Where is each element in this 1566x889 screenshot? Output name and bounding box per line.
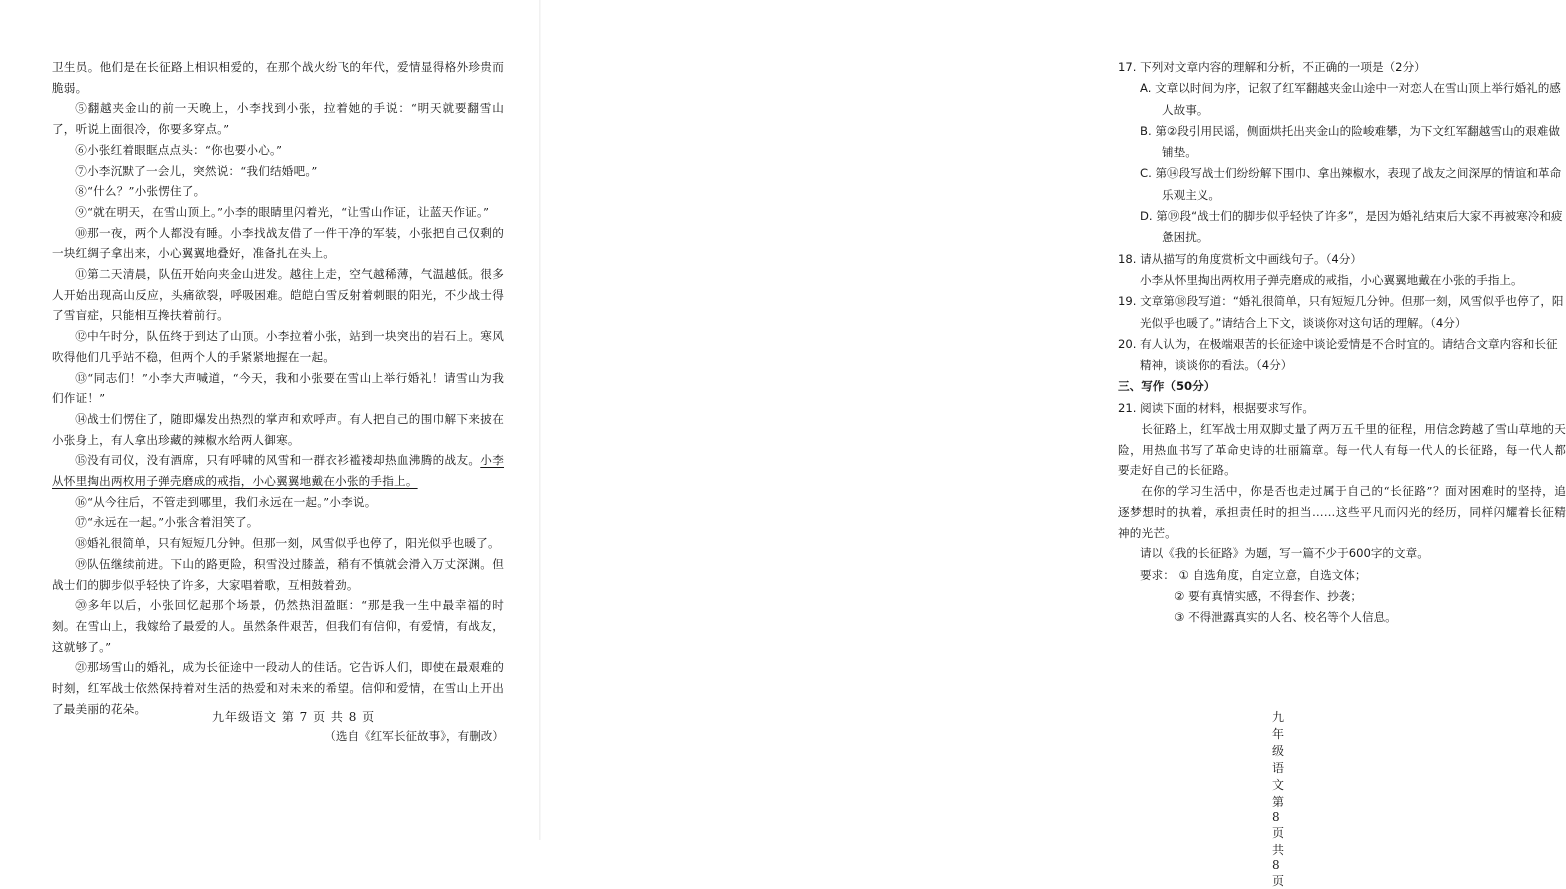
passage-paragraph: ⑯“从今往后，不管走到哪里，我们永远在一起。”小李说。	[75, 494, 377, 509]
q17-stem: 17. 下列对文章内容的理解和分析，不正确的一项是（2分）	[1118, 60, 1426, 74]
q18-stem: 18. 请从描写的角度赏析文中画线句子。（4分）	[1118, 251, 1362, 266]
passage-paragraph: ⑫中午时分，队伍终于到达了山顶。小李拉着小张，站到一块突出的岩石上。寒风吹得他们几乎站不稳，但两个人的手紧紧地握在一起。	[52, 329, 504, 364]
passage-paragraph: ⑬“同志们！”小李大声喊道，“今天，我和小张要在雪山上举行婚礼！请雪山为我们作证！”	[52, 370, 504, 406]
passage-paragraph: ⑩那一夜，两个人都没有睡。小李找战友借了一件干净的军装，小张把自己仅剩的一块红绸子拿出来，小心翼翼地叠好，准备扎在头上。	[52, 225, 504, 261]
passage-paragraph: ⑧“什么？”小张愣住了。	[75, 184, 206, 199]
q20-text: 20. 有人认为，在极端艰苦的长征途中谈论爱情是不合时宜的。请结合文章内容和长征精神，谈谈你的看法。（4分）	[1118, 336, 1558, 373]
questions-column	[1118, 57, 1566, 628]
q21-stem: 21. 阅读下面的材料，根据要求写作。	[1118, 400, 1315, 415]
q21-requirement-3: ③ 不得泄露真实的人名、校名等个人信息。	[1174, 610, 1397, 625]
left-page-footer: 九年级语文 第 7 页 共 8 页	[212, 710, 376, 724]
passage-paragraph: 卫生员。他们是在长征路上相识相爱的，在那个战火纷飞的年代，爱情显得格外珍贵而脆弱。	[52, 60, 504, 95]
q21-requirements-label: 要求：	[1140, 567, 1175, 582]
q21-material-2: 在你的学习生活中，你是否也走过属于自己的“长征路”？面对困难时的坚持，追逐梦想时的执着，承担责任时的担当……这些平凡而闪光的经历，同样闪耀着长征精神的光芒。	[1118, 484, 1566, 540]
passage-paragraph: ⑱婚礼很简单，只有短短几分钟。但那一刻，风雪似乎也停了，阳光似乎也暖了。	[75, 536, 500, 551]
q21-material-1: 长征路上，红军战士用双脚丈量了两万五千里的征程，用信念跨越了雪山草地的天险，用热血书写了革命史诗的壮丽篇章。每一代人有每一代人的长征路，每一代人都要走好自己的长征路。	[1118, 422, 1566, 478]
q17-option-d: D. 第⑲段“战士们的脚步似乎轻快了许多”，是因为婚礼结束后大家不再被寒冷和疲惫困扰。	[1140, 209, 1563, 245]
underlined-sentence: 小李从怀里掏出两枚用子弹壳磨成的戒指，小心翼翼地戴在小张的手指上。	[52, 453, 504, 489]
q17-option-b: B. 第②段引用民谣，侧面烘托出夹金山的险峻难攀，为下文红军翻越雪山的艰难做铺垫。	[1140, 123, 1560, 160]
q21-prompt: 请以《我的长征路》为题，写一篇不少于600字的文章。	[1140, 546, 1429, 561]
q18-quote: 小李从怀里掏出两枚用子弹壳磨成的戒指，小心翼翼地戴在小张的手指上。	[1140, 272, 1523, 287]
passage-paragraph: ⑪第二天清晨，队伍开始向夹金山进发。越往上走，空气越稀薄，气温越低。很多人开始出现高山反应，头痛欲裂，呼吸困难。皑皑白雪反射着刺眼的阳光，不少战士得了雪盲症，只能相互搀扶着前行。	[52, 267, 504, 323]
right-page-footer: 九年级语文 第 8 页 共 8 页	[1272, 710, 1286, 888]
q21-requirement-1: ① 自选角度，自定立意，自选文体；	[1178, 567, 1367, 582]
passage-paragraph: ⑭战士们愣住了，随即爆发出热烈的掌声和欢呼声。有人把自己的围巾解下来披在小张身上，有人拿出珍藏的辣椒水给两人御寒。	[52, 411, 504, 447]
right-page	[540, 0, 1566, 888]
q21-requirements-row-1	[1118, 565, 1566, 586]
passage-paragraph	[52, 450, 504, 491]
passage-paragraph: ⑲队伍继续前进。下山的路更险，积雪没过膝盖，稍有不慎就会滑入万丈深渊。但战士们的脚步似乎轻快了许多，大家唱着歌，互相鼓着劲。	[52, 556, 504, 592]
passage-source: （选自《红军长征故事》，有删改）	[324, 728, 504, 743]
passage-paragraph: ⑨“就在明天，在雪山顶上。”小李的眼睛里闪着光，“让雪山作证，让蓝天作证。”	[75, 204, 490, 219]
q19-text: 19. 文章第⑱段写道：“婚礼很简单，只有短短几分钟。但那一刻，风雪似乎也停了，阳光似乎也暖了。”请结合上下文，谈谈你对这句话的理解。（4分）	[1118, 294, 1564, 330]
paragraph-text: ⑮没有司仪，没有酒席，只有呼啸的风雪和一群衣衫褴褛却热血沸腾的战友。	[75, 453, 481, 468]
q17-option-a: A. 文章以时间为序，记叙了红军翻越夹金山途中一对恋人在雪山顶上举行婚礼的感人故事。	[1140, 81, 1561, 117]
passage-paragraph: ⑤翻越夹金山的前一天晚上，小李找到小张，拉着她的手说：“明天就要翻雪山了，听说上面很冷，你要多穿点。”	[52, 101, 504, 137]
passage-paragraph: ⑰“永远在一起。”小张含着泪笑了。	[75, 515, 259, 530]
passage-paragraph: ㉑那场雪山的婚礼，成为长征途中一段动人的佳话。它告诉人们，即使在最艰难的时刻，红军战士依然保持着对生活的热爱和对未来的希望。信仰和爱情，在雪山上开出了最美丽的花朵。	[52, 660, 504, 716]
q21-requirement-2: ② 要有真情实感，不得套作、抄袭；	[1174, 588, 1362, 603]
q17-option-c: C. 第⑭段写战士们纷纷解下围巾、拿出辣椒水，表现了战友之间深厚的情谊和革命乐观主义。	[1140, 166, 1562, 202]
passage-paragraph: ⑳多年以后，小张回忆起那个场景，仍然热泪盈眶：“那是我一生中最幸福的时刻。在雪山上，我嫁给了最爱的人。虽然条件艰苦，但我们有信仰，有爱情，有战友，这就够了。”	[52, 598, 504, 654]
passage-paragraph: ⑥小张红着眼眶点点头：“你也要小心。”	[75, 142, 283, 157]
left-page	[0, 0, 540, 840]
section-writing-heading: 三、写作（50分）	[1118, 379, 1216, 394]
passage-paragraph: ⑦小李沉默了一会儿，突然说：“我们结婚吧。”	[75, 163, 318, 178]
reading-passage	[52, 57, 504, 746]
